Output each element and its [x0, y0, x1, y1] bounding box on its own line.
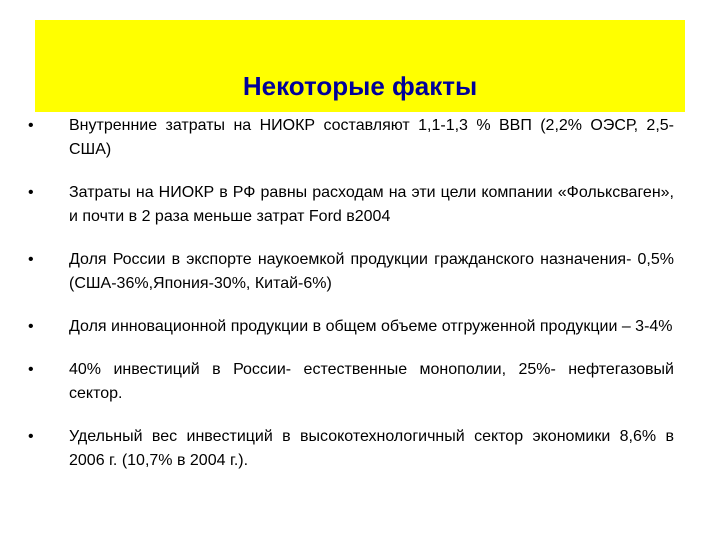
- bullet-text: Удельный вес инвестиций в высокотехнологичный сектор экономики 8,6% в 2006 г. (10,7% в 2004 г.).: [69, 428, 674, 469]
- bullet-item: [28, 248, 674, 296]
- bullet-text: 40% инвестиций в России- естественные монополии, 25%- нефтегазовый сектор.: [69, 361, 674, 402]
- title-band: [35, 20, 685, 112]
- slide-title: Некоторые факты: [242, 71, 478, 101]
- bullet-text: Доля России в экспорте наукоемкой продукции гражданского назначения- 0,5% (США-36%,Япония-30%, Китай-6%): [69, 251, 674, 292]
- bullet-text: Внутренние затраты на НИОКР составляют 1,1-1,3 % ВВП (2,2% ОЭСР, 2,5-США): [69, 117, 674, 158]
- bullet-item: [28, 425, 674, 473]
- bullet-item: [28, 358, 674, 406]
- bullet-icon: •: [28, 251, 34, 268]
- bullet-item: [28, 181, 674, 229]
- bullet-item: [28, 315, 674, 339]
- bullet-icon: •: [28, 117, 34, 134]
- bullet-text: Затраты на НИОКР в РФ равны расходам на эти цели компании «Фольксваген», и почти в 2 раза меньше затрат Ford в2004: [69, 184, 674, 225]
- bullet-list: [28, 114, 674, 492]
- bullet-icon: •: [28, 318, 34, 335]
- bullet-icon: •: [28, 361, 34, 378]
- bullet-icon: •: [28, 428, 34, 445]
- bullet-icon: •: [28, 184, 34, 201]
- bullet-item: [28, 114, 674, 162]
- bullet-text: Доля инновационной продукции в общем объеме отгруженной продукции – 3-4%: [69, 318, 673, 335]
